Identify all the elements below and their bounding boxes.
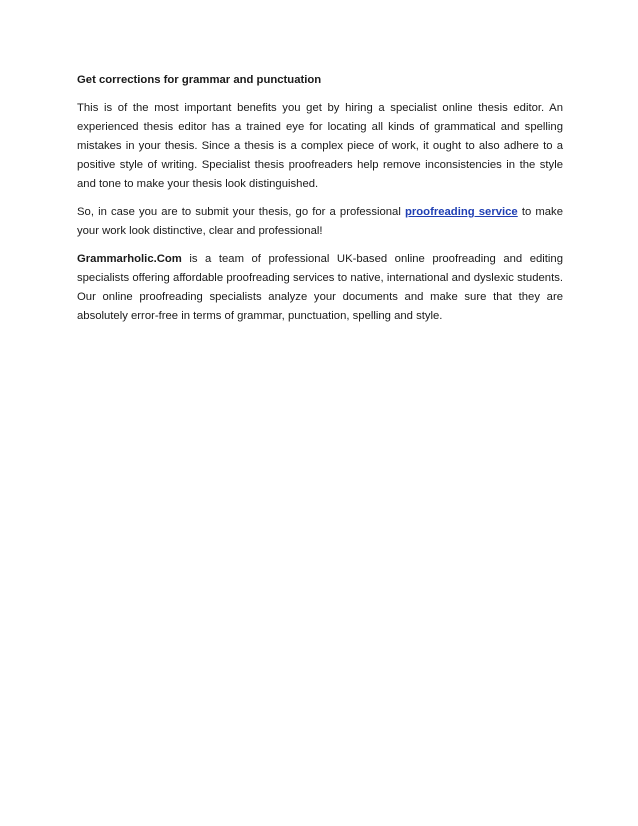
document-body: [77, 71, 563, 335]
paragraph-submit-text-after: to make your work look distinctive, clear and professional!: [77, 206, 563, 237]
brand-name: Grammarholic.Com: [77, 253, 182, 265]
proofreading-service-link[interactable]: proofreading service: [404, 206, 518, 218]
paragraph-about: [77, 250, 563, 326]
paragraph-submit-text-before: So, in case you are to submit your thesis, go for a professional: [77, 206, 405, 218]
paragraph-about-text: is a team of professional UK-based online proofreading and editing specialists offering affordable proofreading services to native, international and dyslexic students. Our online proofreading specialists analyze your documents and make sure that they are absolutely error-free in terms of grammar, punctuation, spelling and style.: [77, 253, 563, 322]
paragraph-benefits: This is of the most important benefits you get by hiring a specialist online thesis editor. An experienced thesis editor has a trained eye for locating all kinds of grammatical and spelling mistakes in your thesis. Since a thesis is a complex piece of work, it ought to also adhere to a positive style of writing. Specialist thesis proofreaders help remove inconsistencies in the style and tone to make your thesis look distinguished.: [77, 102, 563, 190]
paragraph-submit: [77, 203, 563, 241]
section-heading: Get corrections for grammar and punctuation: [77, 74, 322, 86]
